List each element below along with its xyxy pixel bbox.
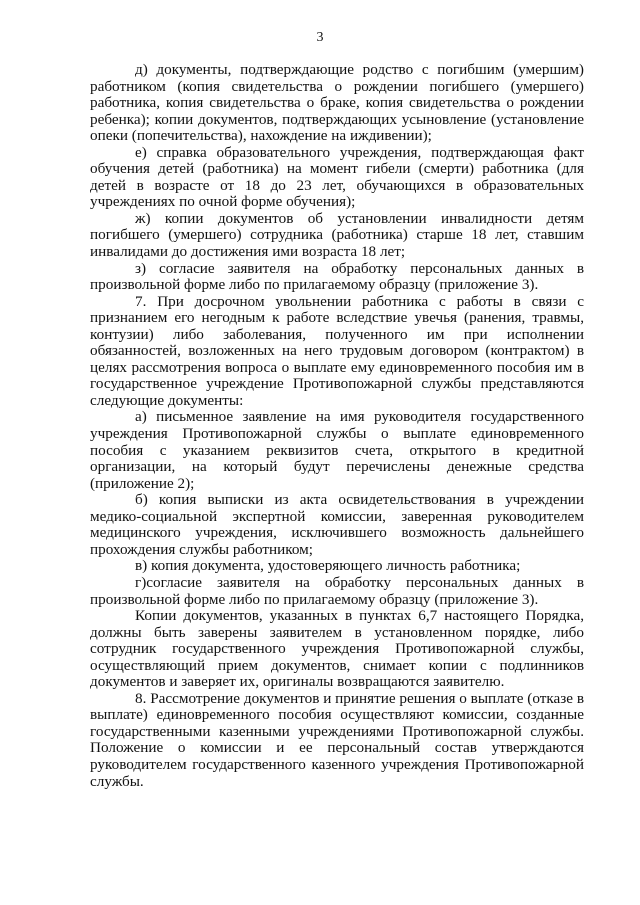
paragraph-copies-certification: Копии документов, указанных в пунктах 6,7 настоящего Порядка, должны быть заверены заявителем в установленном порядке, либо сотрудник государственного учреждения Противопожарной службы, осуществляющий прием документов, снимает копии с подлинников документов и заверяет их, оригиналы возвращаются заявителю. (90, 607, 584, 691)
paragraph-g-consent: г)согласие заявителя на обработку персональных данных в произвольной форме либо по прилагаемому образцу (приложение 3). (90, 573, 584, 608)
paragraph-8-commission-review: 8. Рассмотрение документов и принятие решения о выплате (отказе в выплате) единовременного пособия осуществляют комиссии, созданные государственными казенными учреждениями Противопожарной службы. Положение о комиссии и ее персональный состав утверждаются руководителем государственного казенного учреждения Противопожарной службы. (90, 689, 584, 790)
paragraph-e-education-certificate: е) справка образовательного учреждения, подтверждающая факт обучения детей (работника) на момент гибели (смерти) работника (для детей в возрасте от 18 до 23 лет, обучающихся в образовательных учреждениях по очной форме обучения); (90, 143, 584, 211)
document-body (90, 62, 584, 790)
page-number: 3 (316, 30, 324, 45)
paragraph-a-written-application: а) письменное заявление на имя руководителя государственного учреждения Противопожарной службы о выплате единовременного пособия с указанием реквизитов счета, открытого в кредитной организации, на который будут перечислены денежные средства (приложение 2); (90, 408, 584, 492)
paragraph-z-consent: з) согласие заявителя на обработку персональных данных в произвольной форме либо по прилагаемому образцу (приложение 3). (90, 259, 584, 294)
paragraph-7-early-dismissal: 7. При досрочном увольнении работника с работы в связи с признанием его негодным к работе вследствие увечья (ранения, травмы, контузии) либо заболевания, полученного им при исполнении обязанностей, возложенных на него трудовым договором (контрактом) в целях рассмотрения вопроса о выплате ему единовременного пособия им в государственное учреждение Противопожарной службы представляются следующие документы: (90, 292, 584, 409)
paragraph-zh-disability-documents: ж) копии документов об установлении инвалидности детям погибшего (умершего) сотрудника (работника) старше 18 лет, ставшим инвалидами до достижения ими возраста 18 лет; (90, 209, 584, 261)
paragraph-v-identity-document: в) копия документа, удостоверяющего личность работника; (135, 557, 521, 575)
paragraph-b-medical-extract: б) копия выписки из акта освидетельствования в учреждении медико-социальной экспертной комиссии, заверенная руководителем медицинского учреждения, исключившего возможность дальнейшего прохождения службы работником; (90, 491, 584, 558)
paragraph-d-documents-kinship: д) документы, подтверждающие родство с погибшим (умершим) работником (копия свидетельства о рождении погибшего (умершего) работника, копия свидетельства о браке, копия свидетельства о рождении ребенка); копии документов, подтверждающих усыновление (установление опеки (попечительства), нахождение на иждивении); (90, 61, 584, 145)
